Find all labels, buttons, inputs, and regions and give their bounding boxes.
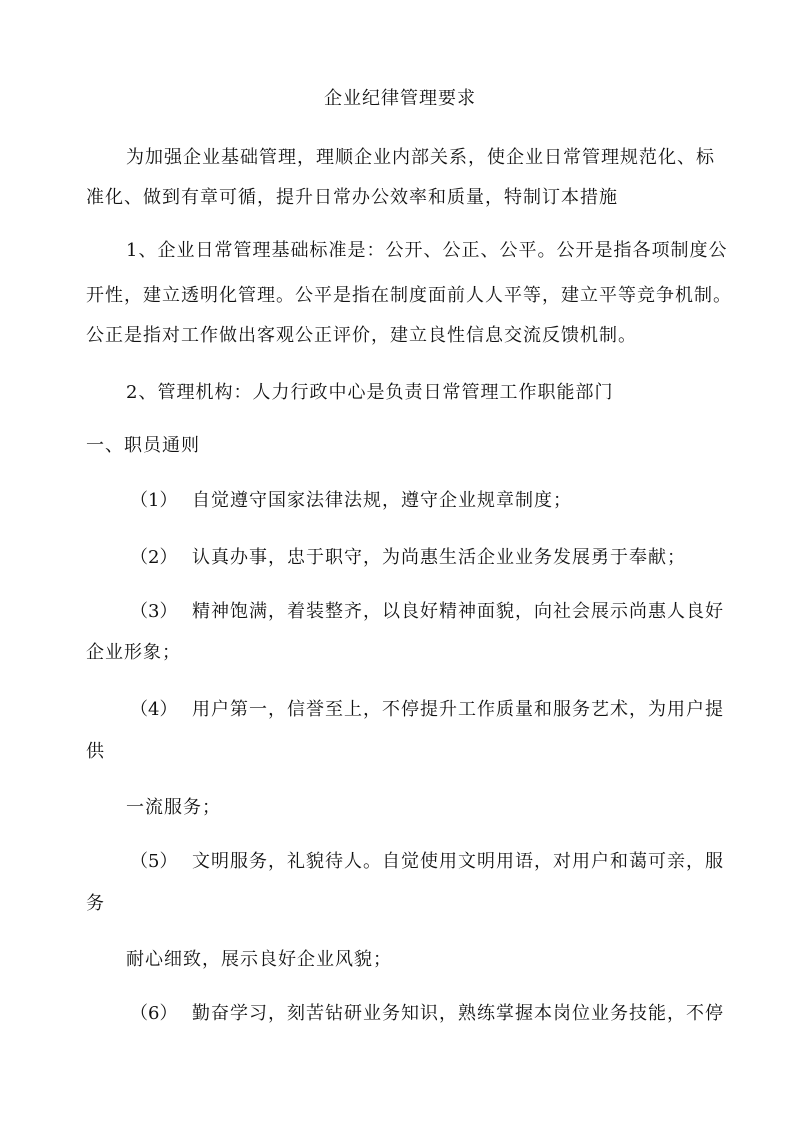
- rule-number: （1）: [130, 490, 178, 511]
- rule-number: （4）: [130, 699, 178, 720]
- section-heading: 一、职员通则: [86, 435, 200, 456]
- rule-text: 自觉遵守国家法律法规，遵守企业规章制度；: [192, 490, 572, 511]
- rule-continuation: 供: [86, 741, 105, 762]
- intro-line-1: 为加强企业基础管理，理顺企业内部关系，使企业日常管理规范化、标: [126, 147, 715, 168]
- rule-text: 精神饱满，着装整齐，以良好精神面貌，向社会展示尚惠人良好: [192, 601, 724, 622]
- rule-continuation: 耐心细致，展示良好企业风貌；: [126, 949, 392, 970]
- rule-text: 认真办事，忠于职守，为尚惠生活企业业务发展勇于奉献；: [192, 547, 686, 568]
- document-title: 企业纪律管理要求: [324, 88, 476, 109]
- rule-text: 文明服务，礼貌待人。自觉使用文明用语，对用户和蔼可亲，服: [192, 851, 724, 872]
- point2-line: 2、管理机构：人力行政中心是负责日常管理工作职能部门: [126, 382, 614, 403]
- point1-line-2: 开性，建立透明化管理。公平是指在制度面前人人平等，建立平等竞争机制。: [86, 285, 732, 306]
- rule-continuation: 务: [86, 893, 105, 914]
- point1-line-3: 公正是指对工作做出客观公正评价，建立良性信息交流反馈机制。: [86, 325, 637, 346]
- rule-continuation: 一流服务；: [126, 797, 221, 818]
- rule-continuation: 企业形象；: [86, 642, 181, 663]
- rule-number: （2）: [130, 547, 178, 568]
- rule-text: 勤奋学习，刻苦钻研业务知识，熟练掌握本岗位业务技能，不停: [192, 1003, 724, 1024]
- rule-text: 用户第一，信誉至上，不停提升工作质量和服务艺术，为用户提: [192, 699, 724, 720]
- rule-number: （3）: [130, 601, 178, 622]
- intro-line-2: 准化、做到有章可循，提升日常办公效率和质量，特制订本措施: [86, 187, 618, 208]
- rule-number: （5）: [130, 851, 178, 872]
- point1-line-1: 1、企业日常管理基础标准是：公开、公正、公平。公开是指各项制度公: [126, 240, 728, 261]
- rule-number: （6）: [130, 1003, 178, 1024]
